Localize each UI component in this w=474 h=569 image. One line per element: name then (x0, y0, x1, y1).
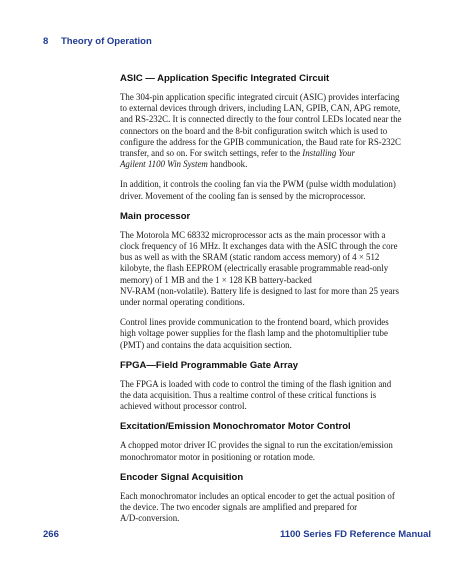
page-number: 266 (43, 529, 59, 540)
paragraph-asic-1: The 304-pin application specific integrated circuit (ASIC) provides interfacing to external devices through drivers, including LAN, GPIB, CAN, APG remote, and RS-232C. It is connected directly to the four control LEDs located near the connectors on the board and the 8-bit configuration switch which is used to configure the address for the GPIB communication, the Baud rate for RS-232C transfer, and so on. For switch settings, refer to the Installing Your Agilent 1100 Win System handbook. (120, 92, 402, 170)
page-body (120, 73, 438, 534)
section-heading-fpga: FPGA—Field Programmable Gate Array (120, 359, 299, 371)
chapter-title: Theory of Operation (61, 36, 152, 47)
paragraph-main-processor-1: The Motorola MC 68332 microprocessor acts as the main processor with a clock frequency of 16 MHz. It exchanges data with the ASIC through the core bus as well as with the SRAM (static random access memory) of 4 × 512 kilobyte, the flash EEPROM (electrically erasable programmable read-only memory) of 1 MB and the 1 × 128 KB battery-backed NV-RAM (non-volatile). Battery life is designed to last for more than 25 years under normal operating conditions. (120, 229, 399, 308)
manual-title: 1100 Series FD Reference Manual (279, 529, 431, 540)
reference-handbook-title: Agilent 1100 Win System (120, 159, 208, 170)
paragraph-encoder: Each monochromator includes an optical encoder to get the actual position of the device. The two encoder signals are amplified and prepared for A/D-conversion. (120, 490, 395, 524)
chapter-number: 8 (43, 36, 49, 47)
paragraph-fpga: The FPGA is loaded with code to control the timing of the flash ignition and the data acquisition. Thus a realtime control of these critical functions is achieved without processor control. (120, 378, 392, 412)
running-footer (43, 529, 431, 540)
running-header (43, 36, 152, 47)
paragraph-asic-2: In addition, it controls the cooling fan via the PWM (pulse width modulation) driver. Movement of the cooling fan is sensed by the microprocessor. (120, 179, 396, 201)
section-heading-encoder: Encoder Signal Acquisition (120, 471, 244, 483)
paragraph-main-processor-2: Control lines provide communication to the frontend board, which provides high voltage power supplies for the flash lamp and the photomultiplier tube (PMT) and contains the data acquisition section. (120, 317, 389, 350)
paragraph-motor-control: A chopped motor driver IC provides the signal to run the excitation/emission monochromator motor in positioning or rotation mode. (120, 440, 393, 462)
section-heading-main-processor: Main processor (120, 210, 191, 222)
section-heading-motor-control: Excitation/Emission Monochromator Motor Control (120, 421, 351, 433)
section-heading-asic: ASIC — Application Specific Integrated Circuit (120, 73, 330, 84)
reference-installing-your: Installing Your (302, 148, 355, 159)
